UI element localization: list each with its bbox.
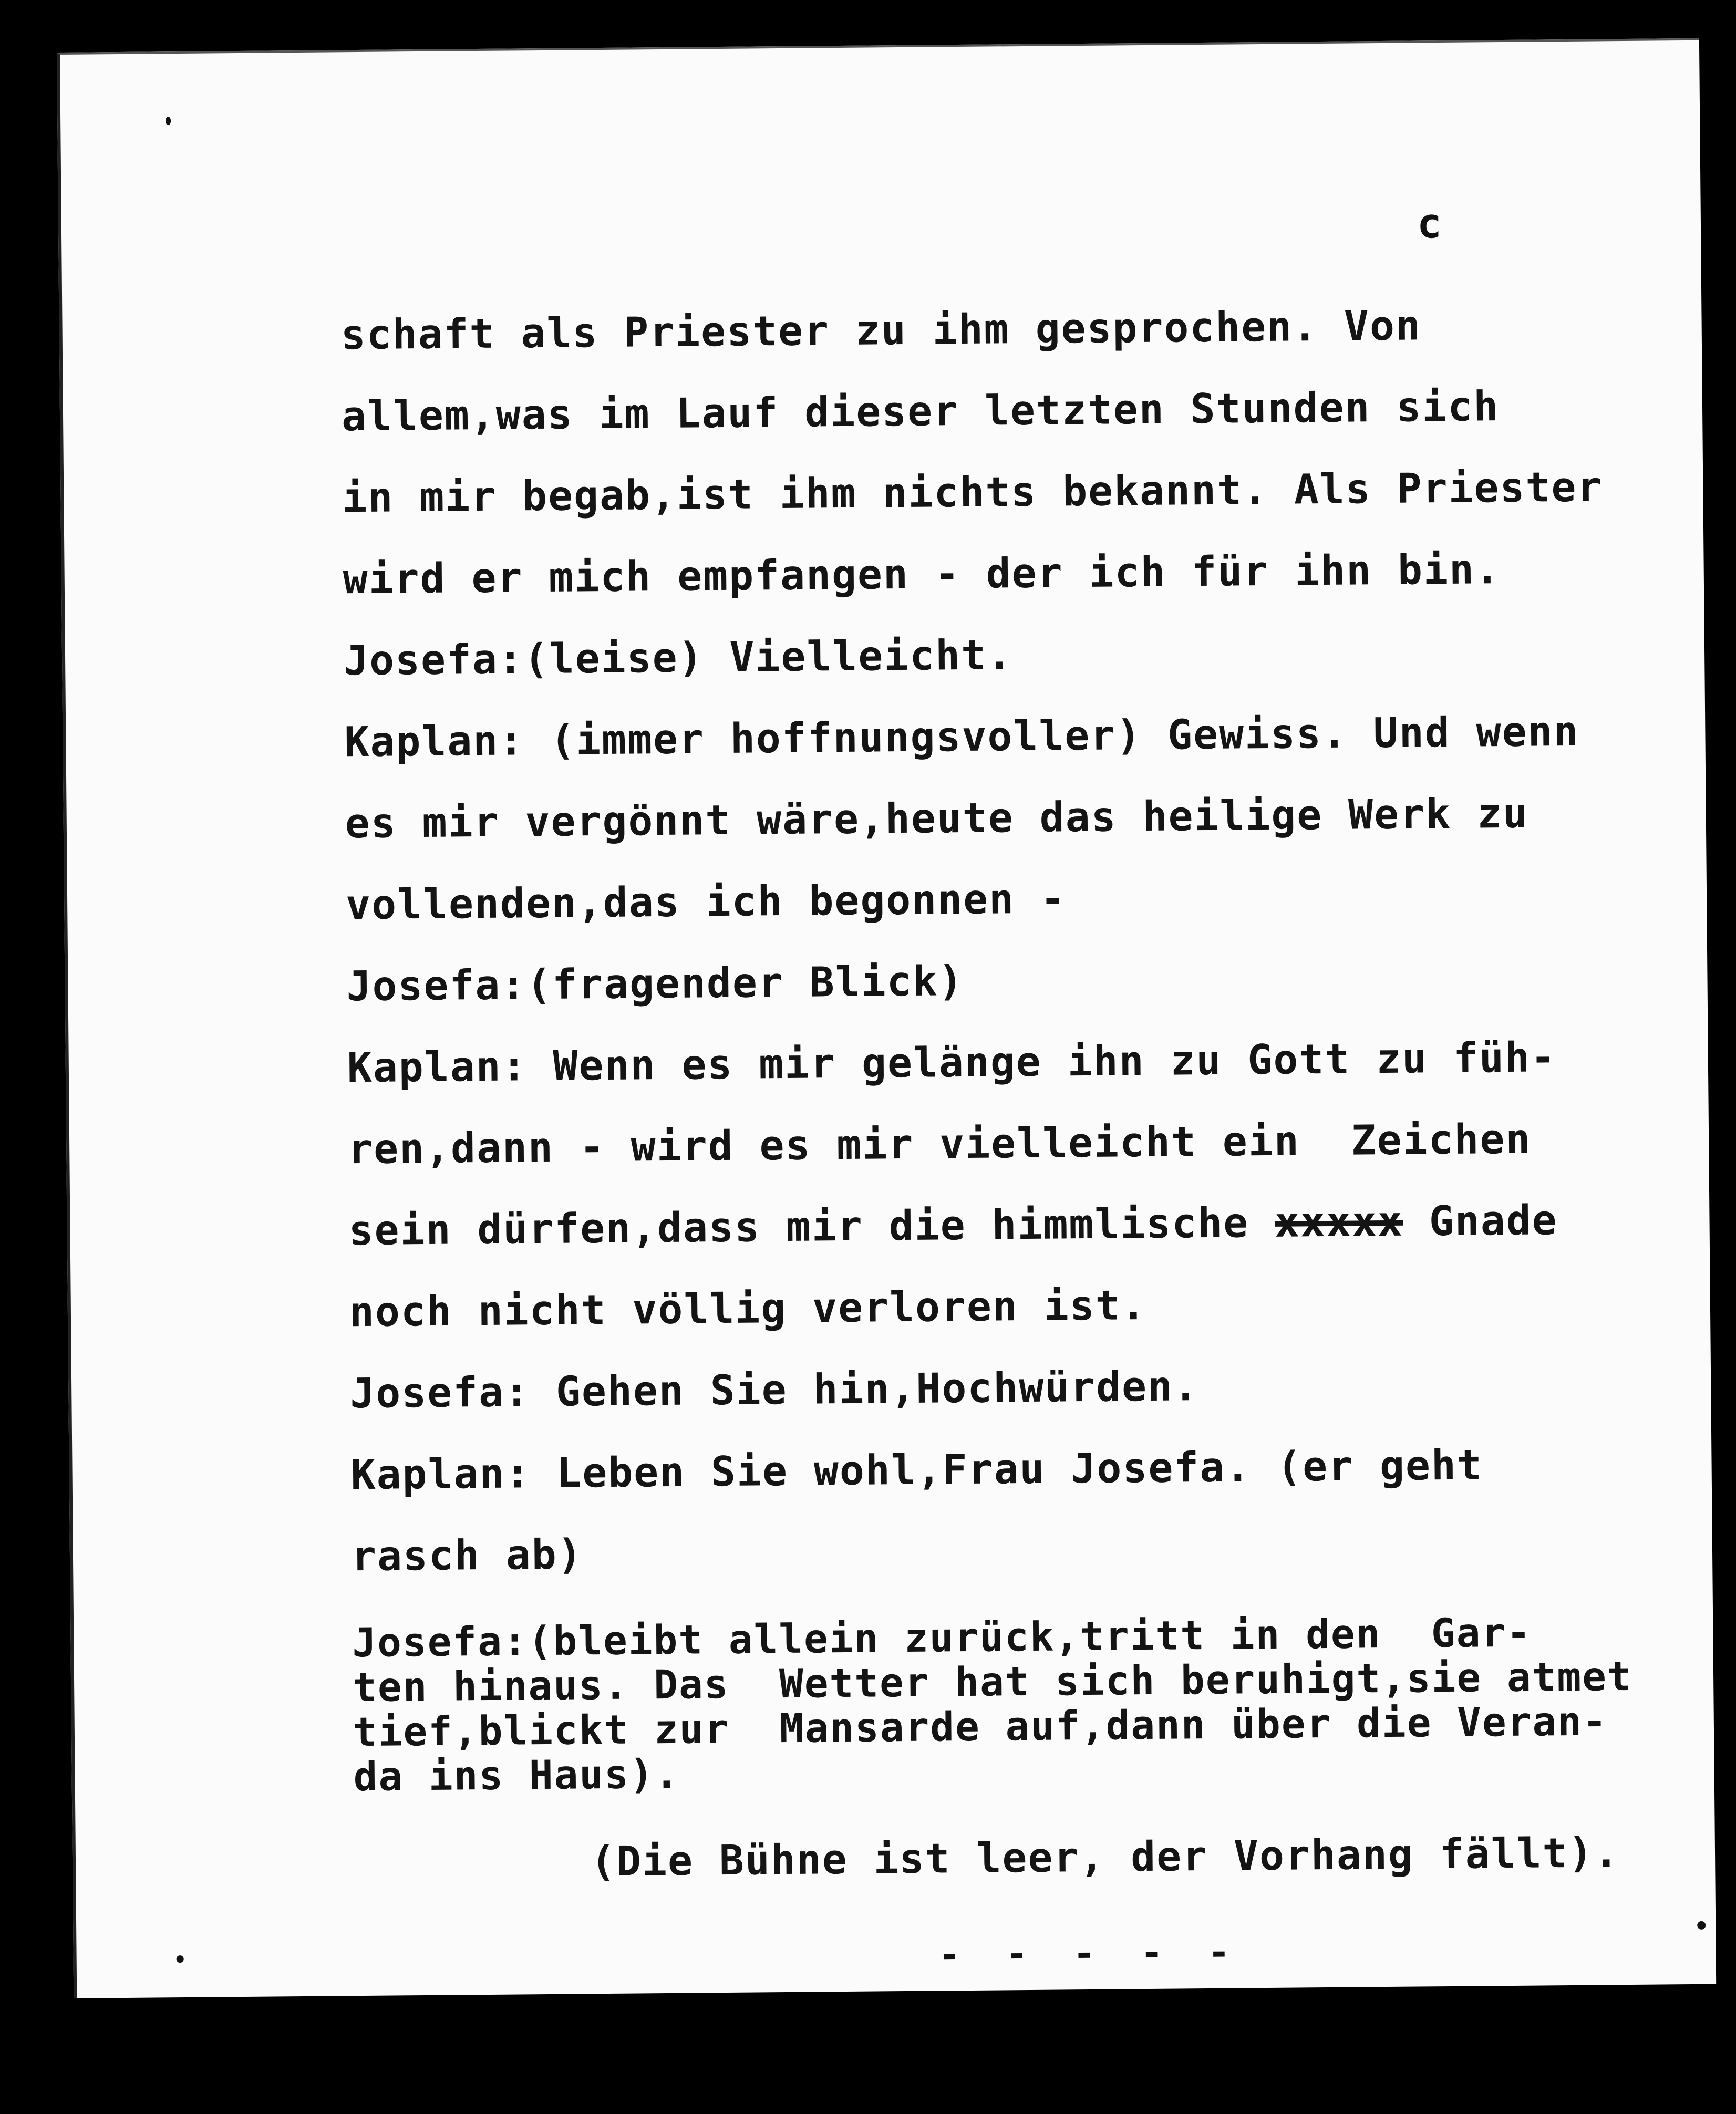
document-page bbox=[57, 38, 1716, 1998]
text-line-12-main: sein dürfen,dass mir die himmlische bbox=[348, 1199, 1275, 1255]
text-line-7: es mir vergönnt wäre,heute das heilige Werk zu bbox=[345, 790, 1529, 848]
ink-speck bbox=[166, 117, 171, 125]
text-line-1: schaft als Priester zu ihm gesprochen. Von bbox=[340, 302, 1422, 359]
ink-speck bbox=[177, 1955, 184, 1963]
text-line-20: da ins Haus). bbox=[353, 1750, 680, 1800]
text-line-2: allem,was im Lauf dieser letzten Stunden sich bbox=[341, 383, 1500, 441]
text-line-9: Josefa:(fragender Blick) bbox=[346, 958, 964, 1011]
text-line-11: ren,dann - wird es mir vielleicht ein Zeichen bbox=[347, 1115, 1532, 1174]
text-line-3: in mir begab,ist ihm nichts bekannt. Als Priester bbox=[342, 463, 1603, 522]
text-line-15: Kaplan: Leben Sie wohl,Frau Josefa. (er geht bbox=[350, 1442, 1483, 1499]
text-line-16: rasch ab) bbox=[351, 1531, 584, 1581]
text-line-14: Josefa: Gehen Sie hin,Hochwürden. bbox=[349, 1363, 1200, 1418]
text-line-4: wird er mich empfangen - der ich für ihn bin. bbox=[343, 546, 1501, 604]
text-line-12 bbox=[348, 1197, 1558, 1255]
text-line-12-tail: Gnade bbox=[1429, 1197, 1558, 1246]
text-line-6: Kaplan: (immer hoffnungsvoller) Gewiss. Und wenn bbox=[344, 708, 1579, 766]
end-mark: - - - - - bbox=[938, 1930, 1242, 1976]
text-line-13: noch nicht völlig verloren ist. bbox=[349, 1281, 1148, 1336]
text-line-19: tief,blickt zur Mansarde auf,dann über die Veran- bbox=[353, 1697, 1608, 1756]
stage-direction-final: (Die Bühne ist leer, der Vorhang fällt). bbox=[590, 1829, 1620, 1886]
page-number: c bbox=[1417, 200, 1442, 248]
text-line-10: Kaplan: Wenn es mir gelänge ihn zu Gott zu füh- bbox=[347, 1034, 1557, 1092]
text-line-17: Josefa:(bleibt allein zurück,tritt in den Gar- bbox=[352, 1609, 1532, 1666]
struck-out-word: xxxxx bbox=[1274, 1198, 1404, 1247]
text-line-8: vollenden,das ich begonnen - bbox=[345, 875, 1067, 929]
ink-speck bbox=[1697, 1921, 1706, 1930]
text-line-5: Josefa:(leise) Vielleicht. bbox=[343, 631, 1013, 685]
text-line-18: ten hinaus. Das Wetter hat sich beruhigt,sie atmet bbox=[352, 1652, 1633, 1711]
